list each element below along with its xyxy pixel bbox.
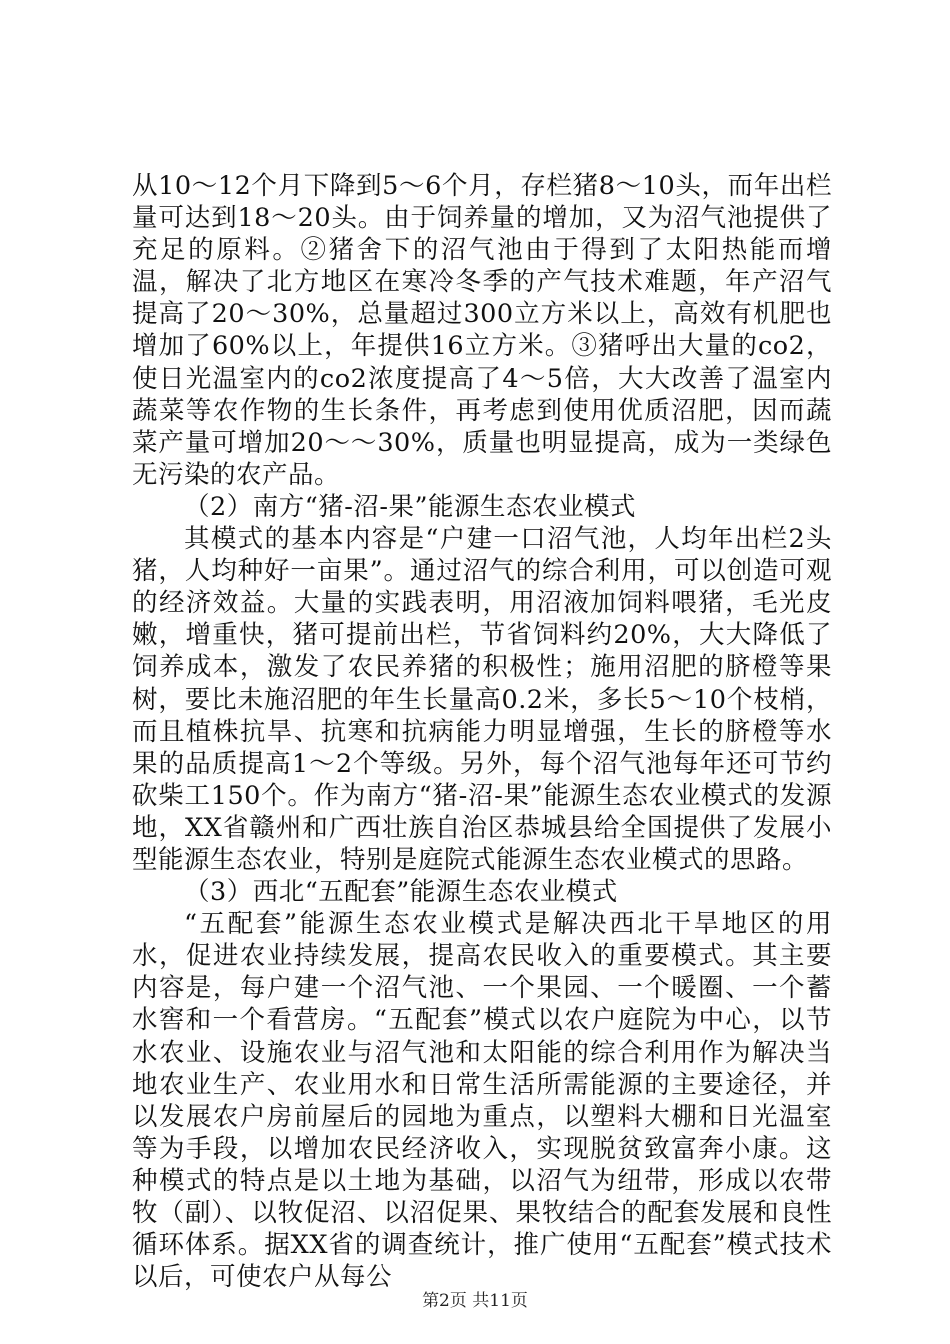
paragraph-1: 从10～12个月下降到5～6个月，存栏猪8～10头，而年出栏量可达到18～20头。由于饲养量的增加，又为沼气池提供了充足的原料。②猪舍下的沼气池由于得到了太阳热能而增温，解决了北方地区在寒冷冬季的产气技术难题，年产沼气提高了20～30%，总量超过300立方米以上，高效有机肥也增加了60%以上，年提供16立方米。③猪呼出大量的co2，使日光温室内的co2浓度提高了4～5倍，大大改善了温室内蔬菜等农作物的生长条件，再考虑到使用优质沼肥，因而蔬菜产量可增加20～～30%，质量也明显提高，成为一类绿色无污染的农产品。 bbox=[132, 171, 832, 490]
section-heading-3: （3）西北“五配套”能源生态农业模式 bbox=[184, 877, 618, 908]
section-heading-2: （2）南方“猪-沼-果”能源生态农业模式 bbox=[184, 491, 637, 522]
paragraph-2: 其模式的基本内容是“户建一口沼气池，人均年出栏2头猪，人均种好一亩果”。通过沼气的综合利用，可以创造可观的经济效益。大量的实践表明，用沼液加饲料喂猪，毛光皮嫩，增重快，猪可提前出栏，节省饲料约20%，大大降低了饲养成本，激发了农民养猪的积极性；施用沼肥的脐橙等果树，要比未施沼肥的年生长量高0.2米，多长5～10个枝梢，而且植株抗旱、抗寒和抗病能力明显增强，生长的脐橙等水果的品质提高1～2个等级。另外，每个沼气池每年还可节约砍柴工150个。作为南方“猪-沼-果”能源生态农业模式的发源地，XX省赣州和广西壮族自治区恭城县给全国提供了发展小型能源生态农业，特别是庭院式能源生态农业模式的思路。 bbox=[132, 524, 832, 875]
paragraph-3: “五配套”能源生态农业模式是解决西北干旱地区的用水，促进农业持续发展，提高农民收入的重要模式。其主要内容是，每户建一个沼气池、一个果园、一个暖圈、一个蓄水窖和一个看营房。“五配套”模式以农户庭院为中心，以节水农业、设施农业与沼气池和太阳能的综合利用作为解决当地农业生产、农业用水和日常生活所需能源的主要途径，并以发展农户房前屋后的园地为重点，以塑料大棚和日光温室等为手段，以增加农民经济收入，实现脱贫致富奔小康。这种模式的特点是以土地为基础，以沼气为纽带，形成以农带牧（副）、以牧促沼、以沼促果、果牧结合的配套发展和良性循环体系。据XX省的调查统计，推广使用“五配套”模式技术以后，可使农户从每公 bbox=[132, 909, 832, 1293]
page-number-footer: 第2页 共11页 bbox=[422, 1291, 528, 1311]
document-body bbox=[132, 170, 832, 1293]
